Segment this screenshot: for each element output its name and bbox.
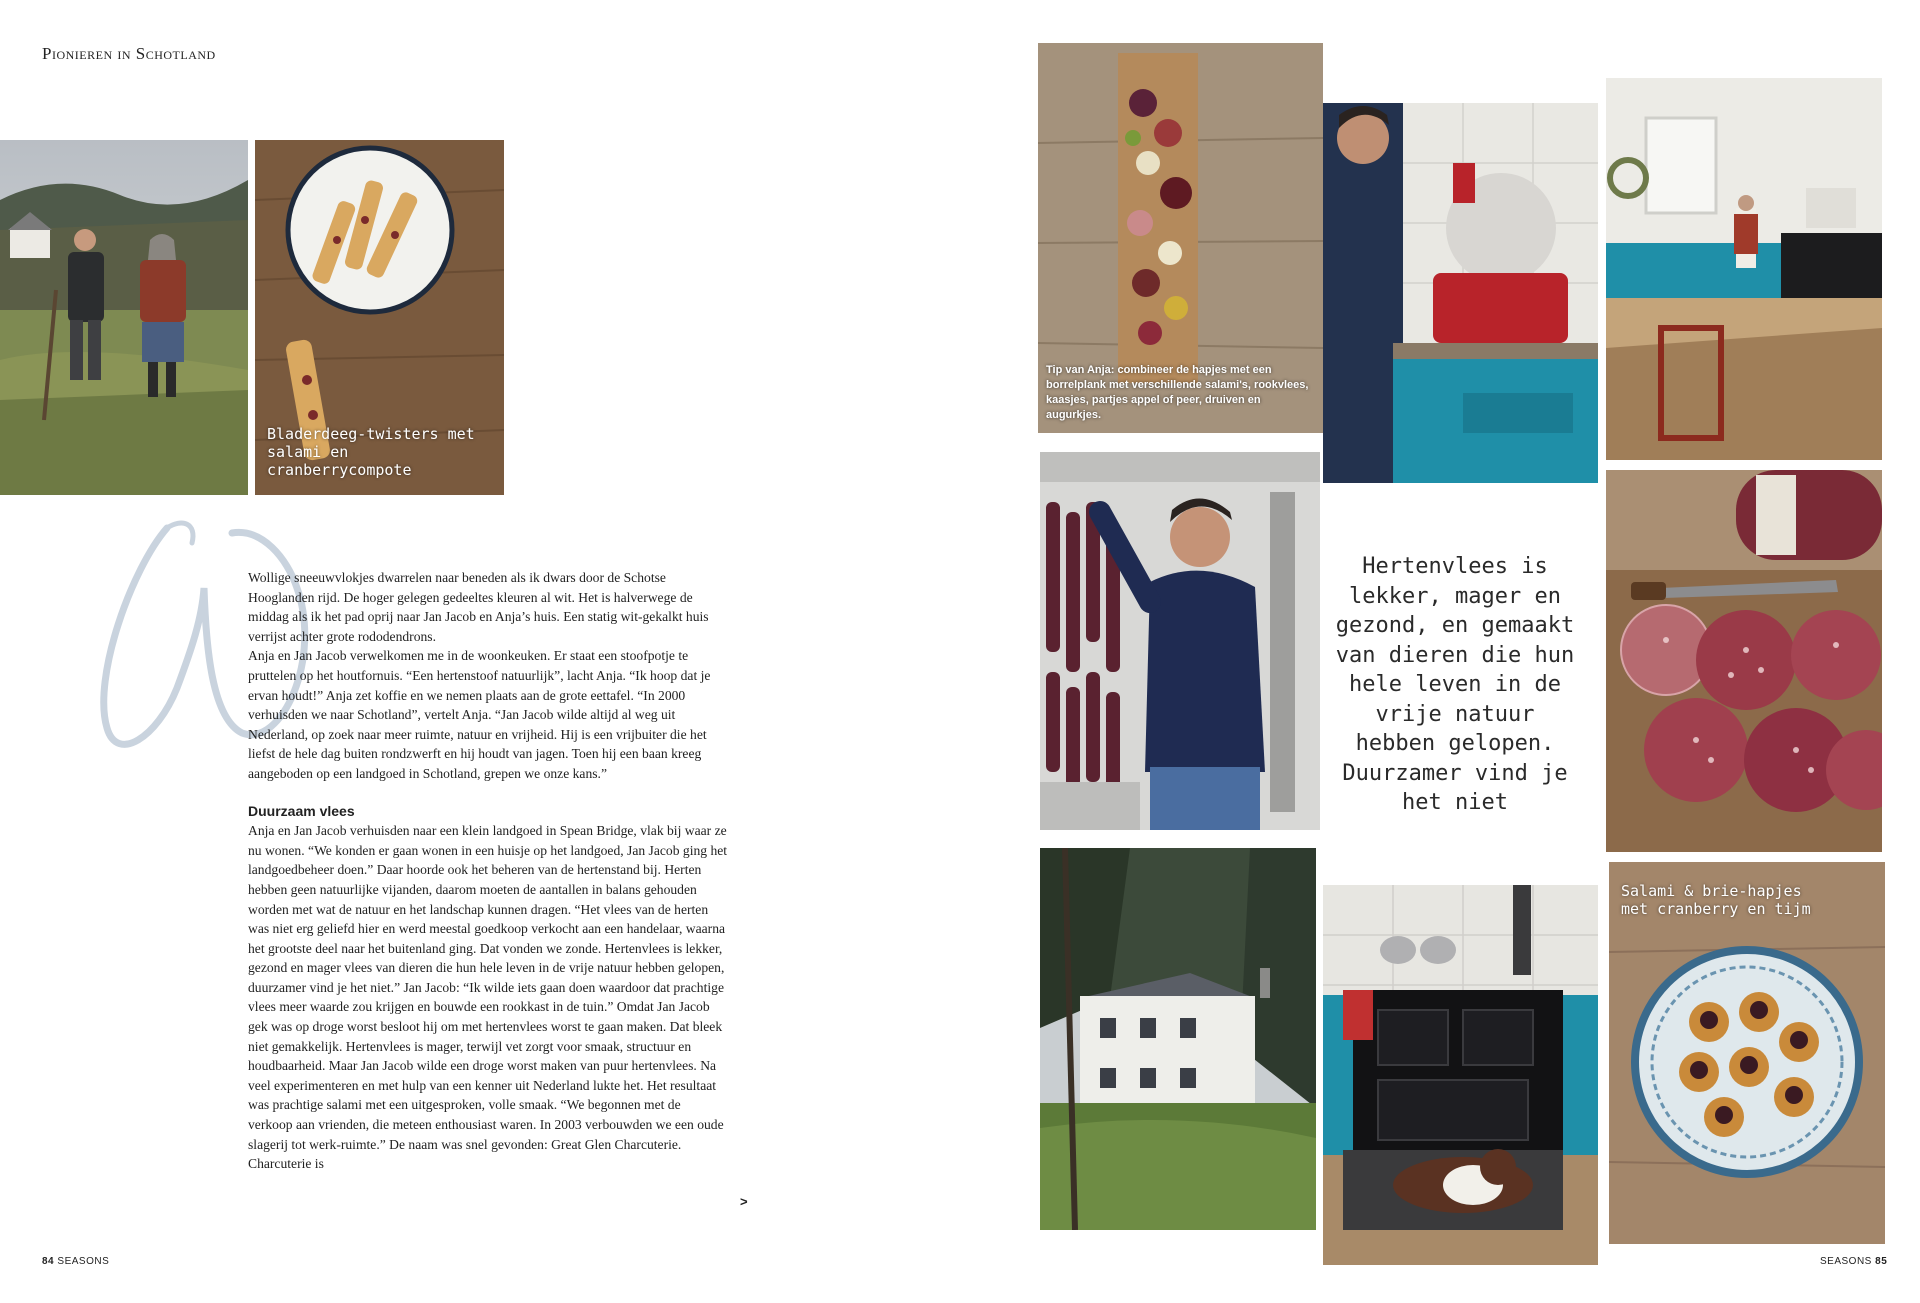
page-number-left: 84: [42, 1256, 55, 1267]
stove-dog-photo: [1323, 885, 1598, 1265]
salami-brie-caption: Salami & brie-hapjes met cranberry en tijm: [1621, 882, 1811, 918]
magazine-name-right: SEASONS: [1820, 1256, 1872, 1267]
article-subheading: Duurzaam vlees: [248, 802, 355, 819]
section-header: Pionieren in Schotland: [42, 44, 216, 63]
salami-hanging-photo: [1040, 452, 1320, 830]
pull-quote: Hertenvlees is lekker, mager en gezond, en gemaakt van dieren die hun hele leven in de vrije natuur hebben gelopen. Duurzamer vind je het niet: [1335, 554, 1575, 815]
sliced-salami-photo: [1606, 470, 1882, 852]
salami-brie-bites-photo: [1609, 862, 1885, 1244]
tip-caption: Tip van Anja: combineer de hapjes met een borrelplank met verschillende salami's, rookvlees, kaasjes, partjes appel of peer, druiven en augurkjes.: [1046, 364, 1309, 421]
footer-right: [1820, 1256, 1887, 1267]
pastry-twisters-photo: [255, 140, 504, 495]
article-body: [248, 568, 728, 1174]
white-house-photo: [1040, 848, 1316, 1230]
kitchen-photo: [1606, 78, 1882, 460]
meat-slicer-photo: [1323, 103, 1598, 483]
footer-left: [42, 1256, 109, 1267]
article-paragraph: Anja en Jan Jacob verwelkomen me in de woonkeuken. Er staat een stoofpotje te pruttelen op het houtfornuis. “Een hertenstoof natuurlijk”, lacht Anja. “Ik hoop dat je ervan houdt!” Anja zet koffie en we nemen plaats aan de grote eettafel. “In 2000 verhuisden we naar Schotland”, vertelt Anja. “Jan Jacob wilde altijd al weg uit Nederland, op zoek naar meer ruimte, natuur en vrijheid. Hij is een vrijbuiter die het liefst de hele dag buiten rondzwerft en hij houdt van jagen. Toen hij een baan kreeg aangeboden op een landgoed in Schotland, grepen we onze kans.”: [248, 648, 711, 781]
twisters-caption: Bladerdeeg-twisters met salami en cranberrycompote: [267, 425, 475, 479]
continue-arrow: >: [740, 1194, 748, 1209]
article-paragraph: Anja en Jan Jacob verhuisden naar een klein landgoed in Spean Bridge, vlak bij waar ze nu wonen. “We konden er gaan wonen in een huisje op het landgoed, Jan Jacob ging het landgoedbeheer doen.” Daar hoorde ook het beheren van de hertenstand bij. Herten hebben geen natuurlijke vijanden, daarom moeten de aantallen in balans gehouden worden met wat de natuur en het landschap kunnen dragen. “Het vlees van de herten was niet erg geliefd hier en werd meestal goedkoop verkocht aan een handelaar, waarna het grootste deel naar het buitenland ging. Dat vonden we zonde. Hertenvlees is lekker, gezond en mager vlees van dieren die hun hele leven in de vrije natuur hebben gelopen, duurzamer vind je het niet.” Jan Jacob: “Ik wilde iets gaan doen waardoor dat prachtige vlees meer waarde zou krijgen en bouwde een rookkast in de tuin.” Omdat Jan Jacob gek was op droge worst besloot hij om met hertenvlees worst te gaan maken. Dat bleek niet gemakkelijk. Hertenvlees is mager, terwijl vet zorgt voor smaak, structuur en houdbaarheid. Maar Jan Jacob wilde een droge worst maken van puur hertenvlees. Na veel experimenteren en met hulp van een kenner uit Nederland lukte het. Het resultaat was prachtige salami met een uitgesproken, volle smaak. “We begonnen met de verkoop aan vrienden, die meteen enthousiast waren. In 2003 verbouwden we een oude slagerij tot werk-ruimte.” De naam was snel gevonden: Great Glen Charcuterie. Charcuterie is: [248, 823, 728, 1172]
article-paragraph: Wollige sneeuwvlokjes dwarrelen naar beneden als ik dwars door de Schotse Hooglanden rijd. De hoger gelegen gedeeltes kleuren al wit. Het is halverwege de middag als ik het pad oprij naar Jan Jacob en Anja’s huis. Een statig wit-gekalkt huis verrijst achter grote rododendrons.: [248, 570, 709, 644]
couple-walking-photo: [0, 140, 248, 495]
page-number-right: 85: [1875, 1256, 1888, 1267]
magazine-name-left: SEASONS: [57, 1256, 110, 1267]
charcuterie-board-photo: [1038, 43, 1323, 433]
